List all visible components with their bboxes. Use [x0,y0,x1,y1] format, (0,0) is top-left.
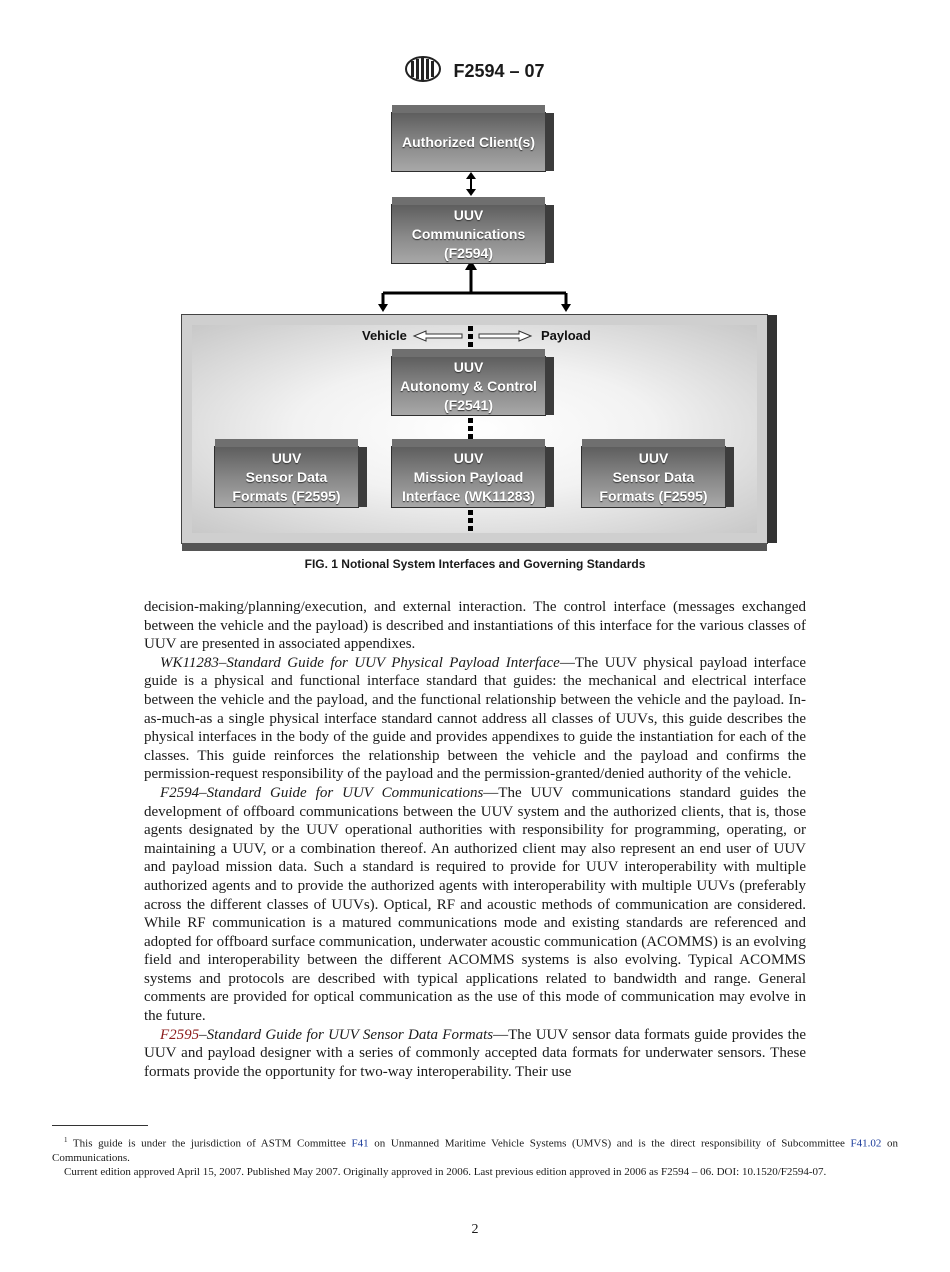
f2595-title: –Standard Guide for UUV Sensor Data Formats [199,1026,494,1043]
wk11283-title: WK11283–Standard Guide for UUV Physical Payload Interface [160,654,560,671]
paragraph-3: F2594–Standard Guide for UUV Communications—The UUV communications standard guides the development of offboard communications between the UUV system and the authorized clients, that is, those agents designated by the UUV operational authorities with responsibility for programming, operating, or maintaining a UUV, or a combination thereof. An authorized client may also represent an end user of UUV and payload mission data. Such a standard is required to provide for UUV interoperability with multiple authorized agents and to provide the authorized agents with interoperability with multiple UUVs (preferably across the different classes of UUVs). Optical, RF and acoustic methods of communication are considered. While RF communication is a matured communications mode and existing standards are referenced and adopted for offboard surface communication, underwater acoustic communication (ACOMMS) is an evolving field and interoperability between the different ACOMMS systems is also evolving. Typical ACOMMS systems and protocols are described with typical applications related to bandwidth and range. General comments are provided for optical communication as the use of this mode of communication may evolve in the future. [144,784,807,1025]
figure-diagram [0,100,950,550]
footnote-2: Current edition approved April 15, 2007. Published May 2007. Originally approved in 2006. Last previous edition approved in 2006 as F2594 – 06. DOI: 10.1520/F2594-07. [64,1165,827,1178]
standard-designation: F2594 – 07 [453,61,545,81]
communications-box: UUV Communications (F2594) [391,204,546,264]
f2594-title: F2594–Standard Guide for UUV Communications [160,784,484,801]
sensor-data-left-box: UUV Sensor Data Formats (F2595) [214,446,359,508]
f2595-link[interactable]: F2595 [160,1026,200,1043]
page-header [0,56,950,87]
paragraph-4: F2595–Standard Guide for UUV Sensor Data Formats—The UUV sensor data formats guide provides the UUV and payload designer with a series of commonly accepted data formats for underwater sensors. These formats provide the opportunity for two-way interoperability. Their use [144,1026,806,1080]
vehicle-label: Vehicle [362,328,407,343]
footnotes [52,1133,898,1179]
paragraph-1: decision-making/planning/execution, and external interaction. The control interface (messages exchanged between the vehicle and the payload) is described and instantiations of this interface for the various classes of UUV are presented in associated appendixes. [144,599,806,653]
footnote-divider [52,1125,148,1126]
autonomy-control-box: UUV Autonomy & Control (F2541) [391,356,546,416]
mission-payload-box: UUV Mission Payload Interface (WK11283) [391,446,546,508]
page-number: 2 [471,1222,479,1237]
body-text [144,598,806,1081]
authorized-client-box: Authorized Client(s) [391,112,546,172]
astm-logo-icon [405,56,441,87]
footnote-1: $^1$ This guide is under the jurisdiction of ASTM Committee F41 on Unmanned Maritime Vehicle Systems (UMVS) and is the direct responsibility of Subcommittee F41.02 on Communications. [52,1136,898,1164]
payload-label: Payload [541,328,591,343]
figure-caption: FIG. 1 Notional System Interfaces and Governing Standards [304,557,646,571]
sensor-data-right-box: UUV Sensor Data Formats (F2595) [581,446,726,508]
paragraph-2: WK11283–Standard Guide for UUV Physical Payload Interface—The UUV physical payload interface guide is a physical and functional interface standard that guides: the mechanical and electrical interface between the vehicle and the payload, and the functional relationship between the vehicle and the payload. In-as-much-as a single physical interface standard cannot address all classes of UUVs, this guide describes the physical interfaces in the body of the guide and provides appendixes to guide the instantiation for each of the classes. This guide reinforces the relationship between the vehicle and the payload and confirms the permission-request responsibility of the payload and the permission-granted/denied authority of the vehicle. [144,654,806,783]
committee-f41-link[interactable]: F41 [351,1137,369,1150]
subcommittee-f41-02-link[interactable]: F41.02 [850,1137,882,1150]
